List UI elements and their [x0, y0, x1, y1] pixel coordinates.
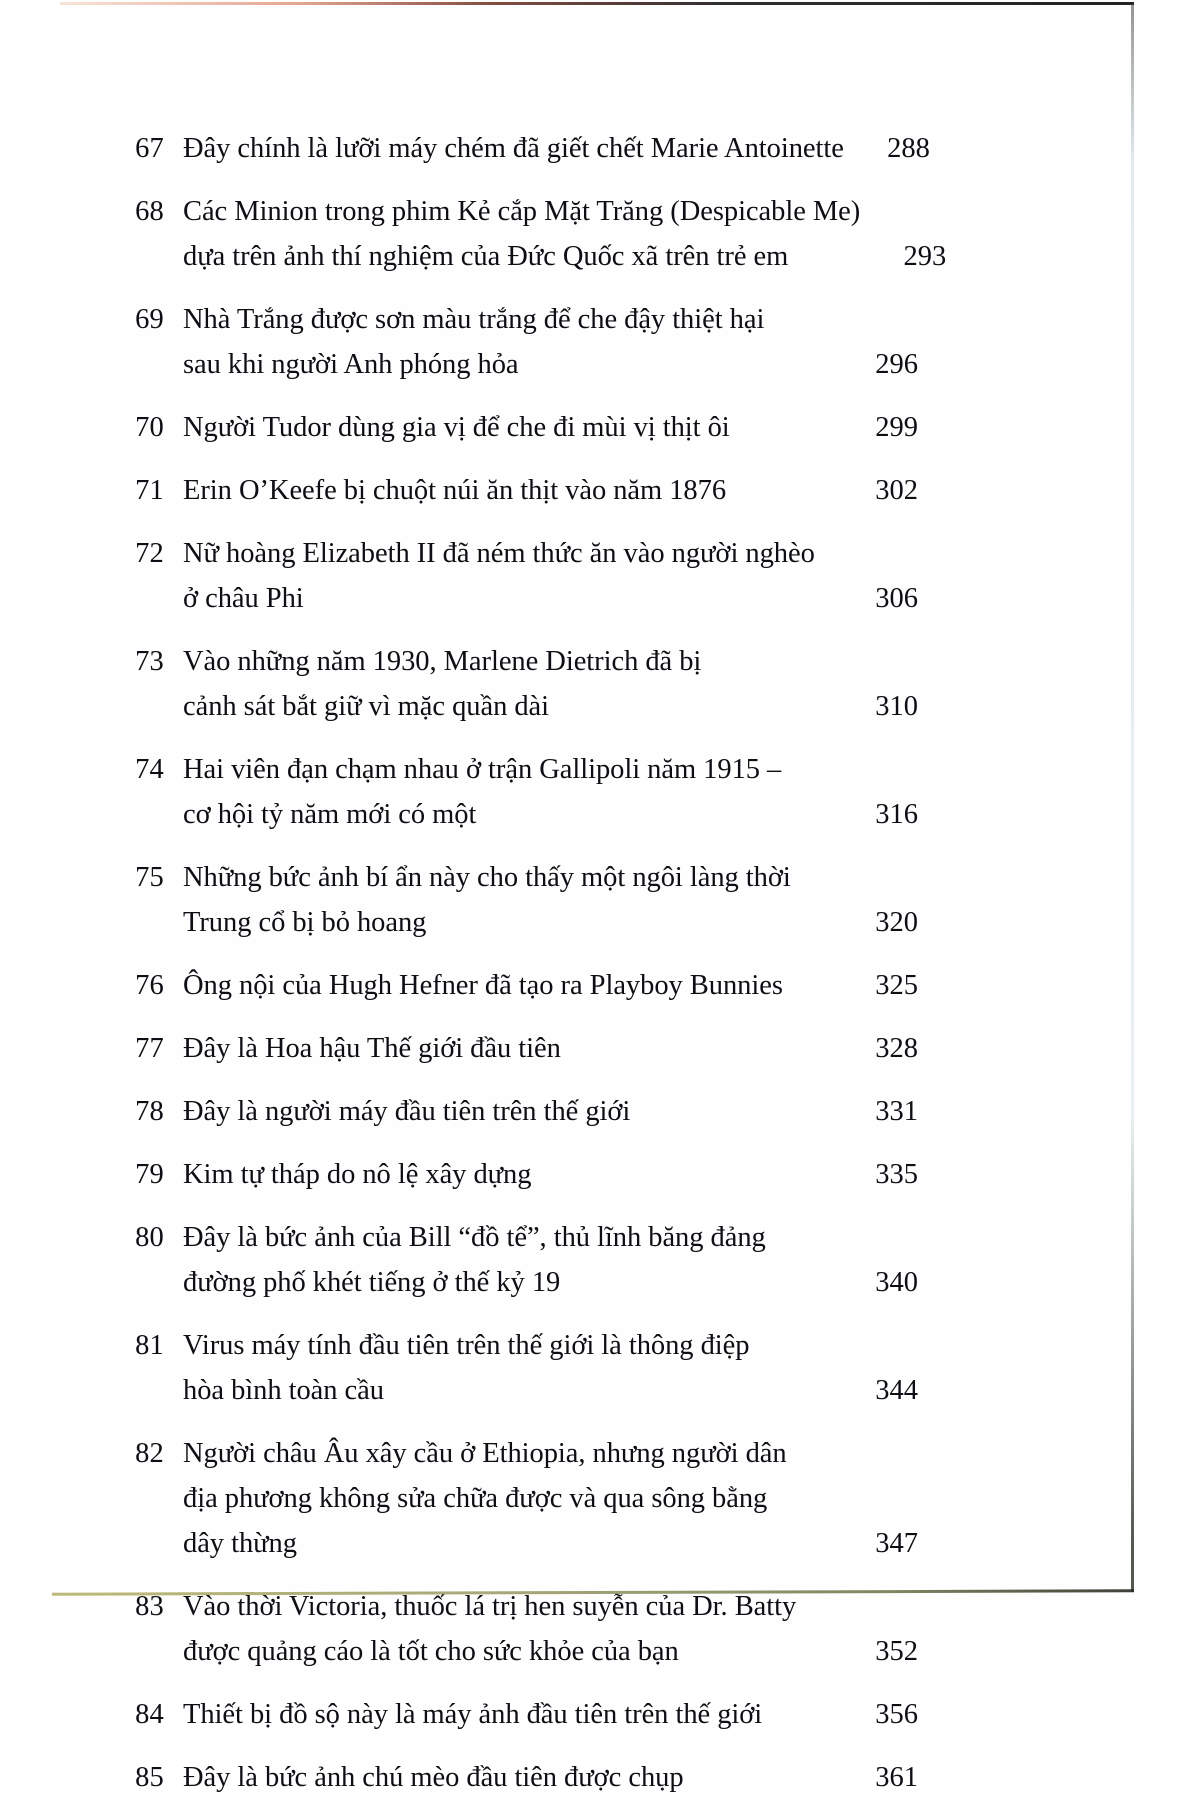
toc-entry-title: Vào thời Victoria, thuốc lá trị hen suyễn của Dr. Batty: [183, 1591, 797, 1622]
toc-entry-line: [183, 1755, 918, 1800]
toc-entry-title: dựa trên ảnh thí nghiệm của Đức Quốc xã trên trẻ em: [183, 241, 789, 272]
toc-entry[interactable]: [118, 963, 918, 1008]
toc-entry-title: Virus máy tính đầu tiên trên thế giới là thông điệp: [183, 1330, 750, 1361]
toc-entry[interactable]: [118, 1584, 918, 1674]
toc-entry-line: [183, 1476, 918, 1521]
toc-entry-body: [164, 1584, 918, 1674]
toc-entry-page-number: 316: [875, 799, 918, 830]
toc-entry-title: Các Minion trong phim Kẻ cắp Mặt Trăng (Despicable Me): [183, 196, 861, 227]
toc-entry[interactable]: [118, 1089, 918, 1134]
toc-entry-page-number: 306: [875, 583, 918, 614]
toc-entry-title: địa phương không sửa chữa được và qua sông bằng: [183, 1483, 768, 1514]
toc-entry-line: [183, 468, 918, 513]
toc-entry-body: [164, 297, 918, 387]
toc-entry-title: Thiết bị đồ sộ này là máy ảnh đầu tiên trên thế giới: [183, 1699, 763, 1730]
toc-entry-page-number: 352: [875, 1636, 918, 1667]
toc-entry-title: Đây chính là lưỡi máy chém đã giết chết Marie Antoinette: [183, 133, 844, 164]
toc-entry-number: 84: [135, 1699, 164, 1730]
toc-entry-title: cơ hội tỷ năm mới có một: [183, 799, 477, 830]
toc-entry-page-number: 331: [875, 1096, 918, 1127]
toc-entry-line: [183, 900, 918, 945]
toc-entry-number: 73: [135, 646, 164, 677]
toc-entry-title: dây thừng: [183, 1528, 297, 1559]
toc-entry-line: [183, 1368, 918, 1413]
toc-entry-page-number: 344: [875, 1375, 918, 1406]
toc-entry-page-number: 361: [875, 1762, 918, 1793]
toc-entry-line: [183, 1521, 918, 1566]
toc-entry[interactable]: [118, 1152, 918, 1197]
toc-entry-body: [164, 1755, 918, 1800]
toc-entry-line: [183, 639, 918, 684]
toc-entry[interactable]: [118, 531, 918, 621]
toc-entry-body: [164, 126, 930, 171]
toc-entry-body: [164, 531, 918, 621]
scan-edge-right: [1131, 4, 1134, 1592]
toc-entry-number: 79: [135, 1159, 164, 1190]
toc-entry-body: [164, 639, 918, 729]
toc-entry-line: [183, 684, 918, 729]
toc-entry-body: [164, 405, 918, 450]
toc-entry[interactable]: [118, 747, 918, 837]
toc-entry[interactable]: [118, 1755, 918, 1800]
toc-entry-number: 70: [135, 412, 164, 443]
toc-entry-body: [164, 855, 918, 945]
toc-entry-number: 82: [135, 1438, 164, 1469]
scan-edge-top: [60, 2, 1134, 5]
toc-entry-line: [183, 1323, 918, 1368]
toc-entry-title: Đây là người máy đầu tiên trên thế giới: [183, 1096, 631, 1127]
toc-entry[interactable]: [118, 639, 918, 729]
toc-entry-page-number: 356: [875, 1699, 918, 1730]
toc-entry-page-number: 347: [875, 1528, 918, 1559]
toc-entry-line: [183, 405, 918, 450]
toc-entry[interactable]: [118, 1431, 918, 1566]
toc-entry-page-number: 293: [903, 241, 947, 272]
toc-entry[interactable]: [118, 855, 918, 945]
toc-entry-page-number: 296: [875, 349, 918, 380]
toc-entry-line: [183, 1629, 918, 1674]
toc-entry-line: [183, 1152, 918, 1197]
toc-entry-number: 76: [135, 970, 164, 1001]
toc-entry-body: [164, 1431, 918, 1566]
toc-entry-title: cảnh sát bắt giữ vì mặc quần dài: [183, 691, 550, 722]
toc-entry-line: [183, 792, 918, 837]
toc-entry-body: [164, 1215, 918, 1305]
toc-entry[interactable]: [118, 1026, 918, 1071]
toc-entry-line: [183, 297, 918, 342]
toc-entry-title: Nhà Trắng được sơn màu trắng để che đậy thiệt hại: [183, 304, 765, 335]
toc-entry[interactable]: [118, 189, 947, 279]
toc-entry-line: [183, 126, 930, 171]
toc-entry-page-number: 288: [887, 133, 930, 164]
toc-entry-line: [183, 531, 918, 576]
toc-entry-number: 78: [135, 1096, 164, 1127]
toc-entry-number: 74: [135, 754, 164, 785]
toc-entry-line: [183, 576, 918, 621]
toc-entry-line: [183, 189, 946, 234]
toc-entry[interactable]: [118, 468, 918, 513]
toc-entry[interactable]: [118, 1215, 918, 1305]
toc-entry-line: [183, 855, 918, 900]
toc-entry-number: 85: [135, 1762, 164, 1793]
toc-entry-page-number: 302: [875, 475, 918, 506]
toc-entry-number: 67: [135, 133, 164, 164]
toc-entry-title: Ông nội của Hugh Hefner đã tạo ra Playboy Bunnies: [183, 970, 783, 1001]
toc-entry-body: [164, 1152, 918, 1197]
toc-entry-title: Nữ hoàng Elizabeth II đã ném thức ăn vào người nghèo: [183, 538, 815, 569]
toc-entry-title: Erin O’Keefe bị chuột núi ăn thịt vào năm 1876: [183, 475, 727, 506]
toc-entry-body: [164, 1026, 918, 1071]
toc-entry-title: hòa bình toàn cầu: [183, 1375, 384, 1406]
toc-entry-body: [164, 963, 918, 1008]
toc-entry-line: [183, 234, 946, 279]
toc-entry-body: [164, 189, 946, 279]
toc-entry-number: 68: [135, 196, 164, 227]
toc-entry[interactable]: [118, 1692, 918, 1737]
toc-entry-line: [183, 342, 918, 387]
toc-entry-line: [183, 1431, 918, 1476]
toc-entry-title: Trung cổ bị bỏ hoang: [183, 907, 427, 938]
table-of-contents-list: [118, 126, 947, 1818]
toc-entry[interactable]: [118, 297, 918, 387]
toc-entry-title: sau khi người Anh phóng hỏa: [183, 349, 519, 380]
toc-entry-page-number: 325: [875, 970, 918, 1001]
toc-entry-body: [164, 1089, 918, 1134]
toc-entry-title: Hai viên đạn chạm nhau ở trận Gallipoli năm 1915 –: [183, 754, 782, 785]
toc-entry-number: 80: [135, 1222, 164, 1253]
toc-entry-number: 72: [135, 538, 164, 569]
toc-entry-title: Kim tự tháp do nô lệ xây dựng: [183, 1159, 532, 1190]
toc-entry-line: [183, 1089, 918, 1134]
toc-entry-number: 81: [135, 1330, 164, 1361]
toc-entry-line: [183, 747, 918, 792]
toc-entry-number: 77: [135, 1033, 164, 1064]
toc-entry-line: [183, 1215, 918, 1260]
toc-entry[interactable]: [118, 126, 930, 171]
toc-entry-line: [183, 1692, 918, 1737]
toc-entry-title: Đây là bức ảnh chú mèo đầu tiên được chụp: [183, 1762, 684, 1793]
toc-entry-body: [164, 1323, 918, 1413]
toc-entry-number: 71: [135, 475, 164, 506]
toc-entry-number: 75: [135, 862, 164, 893]
toc-entry-page-number: 335: [875, 1159, 918, 1190]
toc-entry-title: được quảng cáo là tốt cho sức khỏe của bạn: [183, 1636, 679, 1667]
toc-entry-title: đường phố khét tiếng ở thế kỷ 19: [183, 1267, 561, 1298]
toc-entry-line: [183, 1026, 918, 1071]
toc-entry-title: ở châu Phi: [183, 583, 304, 614]
toc-entry-page-number: 340: [875, 1267, 918, 1298]
toc-entry-number: 83: [135, 1591, 164, 1622]
toc-entry-body: [164, 747, 918, 837]
toc-entry[interactable]: [118, 1323, 918, 1413]
toc-entry-title: Người Tudor dùng gia vị để che đi mùi vị thịt ôi: [183, 412, 730, 443]
toc-entry-title: Người châu Âu xây cầu ở Ethiopia, nhưng người dân: [183, 1438, 787, 1469]
toc-entry-number: 69: [135, 304, 164, 335]
toc-entry-line: [183, 963, 918, 1008]
toc-entry[interactable]: [118, 405, 918, 450]
toc-entry-line: [183, 1260, 918, 1305]
toc-entry-page-number: 320: [875, 907, 918, 938]
toc-entry-title: Những bức ảnh bí ẩn này cho thấy một ngôi làng thời: [183, 862, 791, 893]
toc-entry-title: Vào những năm 1930, Marlene Dietrich đã bị: [183, 646, 702, 677]
toc-entry-body: [164, 468, 918, 513]
toc-entry-body: [164, 1692, 918, 1737]
toc-entry-title: Đây là Hoa hậu Thế giới đầu tiên: [183, 1033, 561, 1064]
toc-entry-page-number: 328: [875, 1033, 918, 1064]
toc-entry-page-number: 299: [875, 412, 918, 443]
toc-entry-line: [183, 1584, 918, 1629]
toc-entry-title: Đây là bức ảnh của Bill “đồ tể”, thủ lĩnh băng đảng: [183, 1222, 766, 1253]
toc-entry-page-number: 310: [875, 691, 918, 722]
